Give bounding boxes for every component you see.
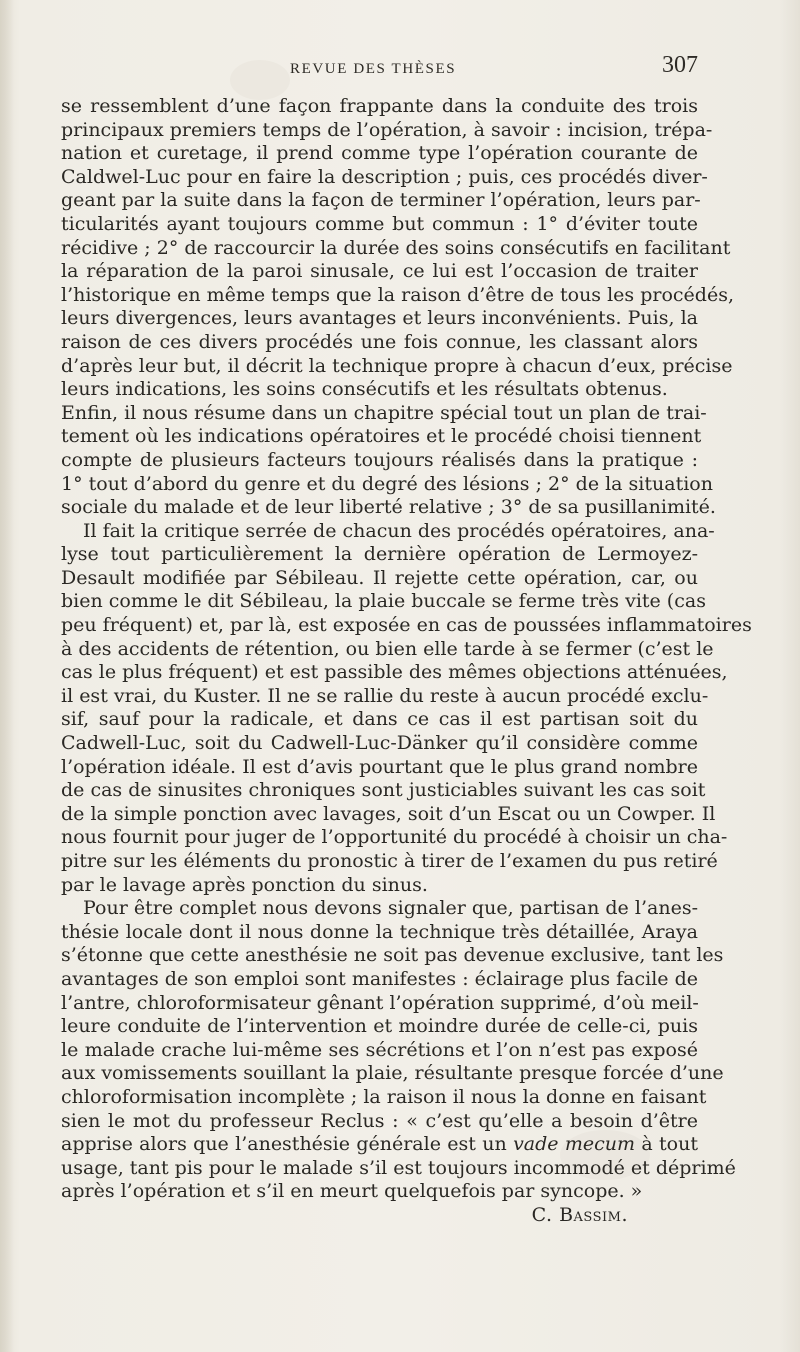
text-line: Enfin, il nous résume dans un chapitre spécial tout un plan de trai- [61,401,707,424]
text-line: récidive ; 2° de raccourcir la durée des soins consécutifs en facilitant [61,236,731,259]
text-line: cas le plus fréquent) et est passible des mêmes objections atténuées, [61,661,728,684]
page-gutter-shadow [0,0,14,1352]
text-line: pitre sur les éléments du pronostic à tirer de l’examen du pus retiré [61,850,718,872]
text-line: l’historique en même temps que la raison d’être de tous les procédés, [61,283,734,306]
text-line: leurs divergences, leurs avantages et leurs inconvénients. Puis, la [61,307,698,330]
text-line: nous fournit pour juger de l’opportunité du procédé à choisir un cha- [61,826,728,849]
text-line: avantages de son emploi sont manifestes : éclairage plus facile de [61,967,698,990]
text-line: nation et curetage, il prend comme type l’opération courante de [61,142,698,165]
text-line: Pour être complet nous devons signaler que, partisan de l’anes- [83,897,698,920]
author-signature [61,1204,698,1228]
text-line: tement où les indications opératoires et le procédé choisi tiennent [61,425,702,448]
text-line: principaux premiers temps de l’opération, à savoir : incision, trépa- [61,118,713,141]
text-line: thésie locale dont il nous donne la technique très détaillée, Araya [61,920,698,943]
text-line: se ressemblent d’une façon frappante dans la conduite des trois [61,95,698,117]
text-line: de cas de sinusites chroniques sont justiciables suivant les cas soit [61,779,706,802]
text-line: chloroformisation incomplète ; la raison il nous la donne en faisant [61,1085,707,1108]
text-line: peu fréquent) et, par là, est exposée en cas de poussées inflammatoires [61,614,752,637]
text-line: usage, tant pis pour le malade s’il est toujours incommodé et déprimé [61,1156,736,1179]
text-line: ticularités ayant toujours comme but commun : 1° d’éviter toute [61,212,698,235]
text-line: s’étonne que cette anesthésie ne soit pas devenue exclusive, tant les [61,944,724,967]
text-line: la réparation de la paroi sinusale, ce lui est l’occasion de traiter [61,260,698,283]
text-line: il est vrai, du Kuster. Il ne se rallie du reste à aucun procédé exclu- [61,684,709,707]
text-line: après l’opération et s’il en meurt quelquefois par syncope. » [61,1180,643,1203]
text-line: 1° tout d’abord du genre et du degré des lésions ; 2° de la situation [61,472,713,495]
page-number: 307 [662,52,698,78]
text-line: leure conduite de l’intervention et moindre durée de celle-ci, puis [61,1015,698,1038]
text-line: l’antre, chloroformisateur gênant l’opération supprimé, d’où meil- [61,991,699,1014]
text-line: geant par la suite dans la façon de terminer l’opération, leurs par- [61,189,701,212]
italic-phrase: vade mecum [513,1133,636,1156]
text-line: d’après leur but, il décrit la technique propre à chacun d’eux, précise [61,354,733,377]
text-line: Desault modifiée par Sébileau. Il rejette cette opération, car, ou [61,566,698,589]
text-line: sif, sauf pour la radicale, et dans ce cas il est partisan soit du [61,708,698,731]
article-body [61,95,752,1228]
page-header [60,52,698,86]
text-line: leurs indications, les soins consécutifs et les résultats obtenus. [61,378,668,401]
text-line: l’opération idéale. Il est d’avis pourtant que le plus grand nombre [61,755,698,778]
text-line: aux vomissements souillant la plaie, résultante presque forcée d’une [61,1062,724,1085]
text-line: Il fait la critique serrée de chacun des procédés opératoires, ana- [83,519,715,542]
running-title: REVUE DES THÈSES [290,61,457,77]
author-initial: C. [531,1203,553,1226]
author-name: Bassim. [559,1203,628,1226]
text-line: sociale du malade et de leur liberté relative ; 3° de sa pusillanimité. [61,496,716,519]
text-line: Cadwell-Luc, soit du Cadwell-Luc-Dänker qu’il considère comme [61,732,698,755]
text-line: de la simple ponction avec lavages, soit d’un Escat ou un Cowper. Il [61,802,716,825]
text-line: le malade crache lui-même ses sécrétions et l’on n’est pas exposé [61,1038,698,1061]
text-line: apprise alors que l’anesthésie générale est un vade mecum à tout [61,1133,698,1156]
text-line: bien comme le dit Sébileau, la plaie buccale se ferme très vite (cas [61,590,706,613]
text-line: lyse tout particulièrement la dernière opération de Lermoyez- [61,543,698,566]
text-line: compte de plusieurs facteurs toujours réalisés dans la pratique : [61,448,698,471]
text-line: à des accidents de rétention, ou bien elle tarde à se fermer (c’est le [61,637,714,660]
text-line: par le lavage après ponction du sinus. [61,873,428,896]
text-line: sien le mot du professeur Reclus : « c’est qu’elle a besoin d’être [61,1109,698,1132]
text-line: raison de ces divers procédés une fois connue, les classant alors [61,330,698,353]
text-line: Caldwel-Luc pour en faire la description ; puis, ces procédés diver- [61,165,708,188]
